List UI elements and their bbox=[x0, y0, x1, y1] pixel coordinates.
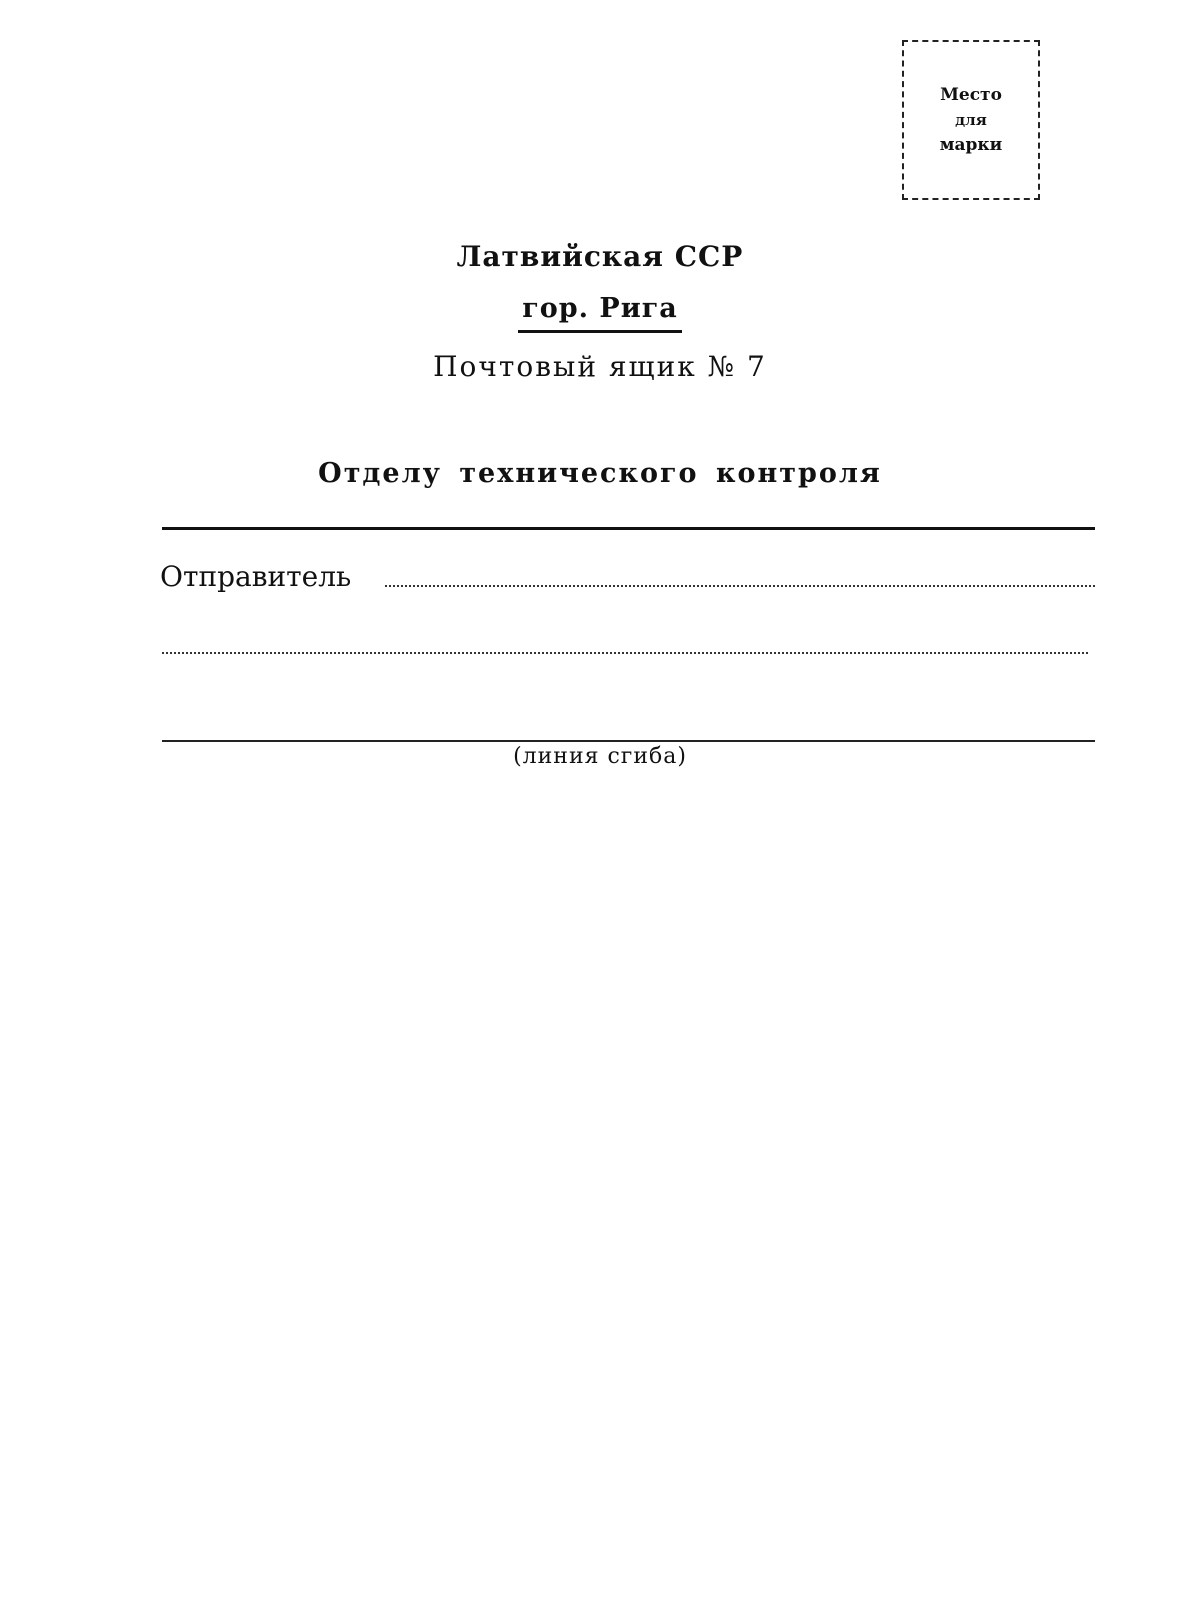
stamp-placeholder bbox=[902, 40, 1040, 200]
separator-rule bbox=[162, 527, 1095, 530]
fold-caption: (линия сгиба) bbox=[513, 744, 687, 769]
stamp-text-line-1: Место bbox=[940, 84, 1002, 105]
address-department: Отделу технического контроля bbox=[318, 458, 882, 489]
stamp-text-line-2: для bbox=[955, 110, 987, 129]
address-city-row bbox=[0, 293, 1200, 333]
sender-row bbox=[160, 560, 1095, 593]
sender-fill-line[interactable] bbox=[385, 585, 1095, 587]
address-po-box: Почтовый ящик № 7 bbox=[433, 350, 767, 383]
address-republic: Латвийская ССР bbox=[456, 240, 744, 273]
stamp-text-line-3: марки bbox=[939, 134, 1003, 155]
fold-line bbox=[162, 740, 1095, 742]
sender-label: Отправитель bbox=[160, 560, 352, 593]
sender-second-fill-line[interactable] bbox=[162, 652, 1088, 654]
address-city: гор. Рига bbox=[518, 293, 682, 333]
